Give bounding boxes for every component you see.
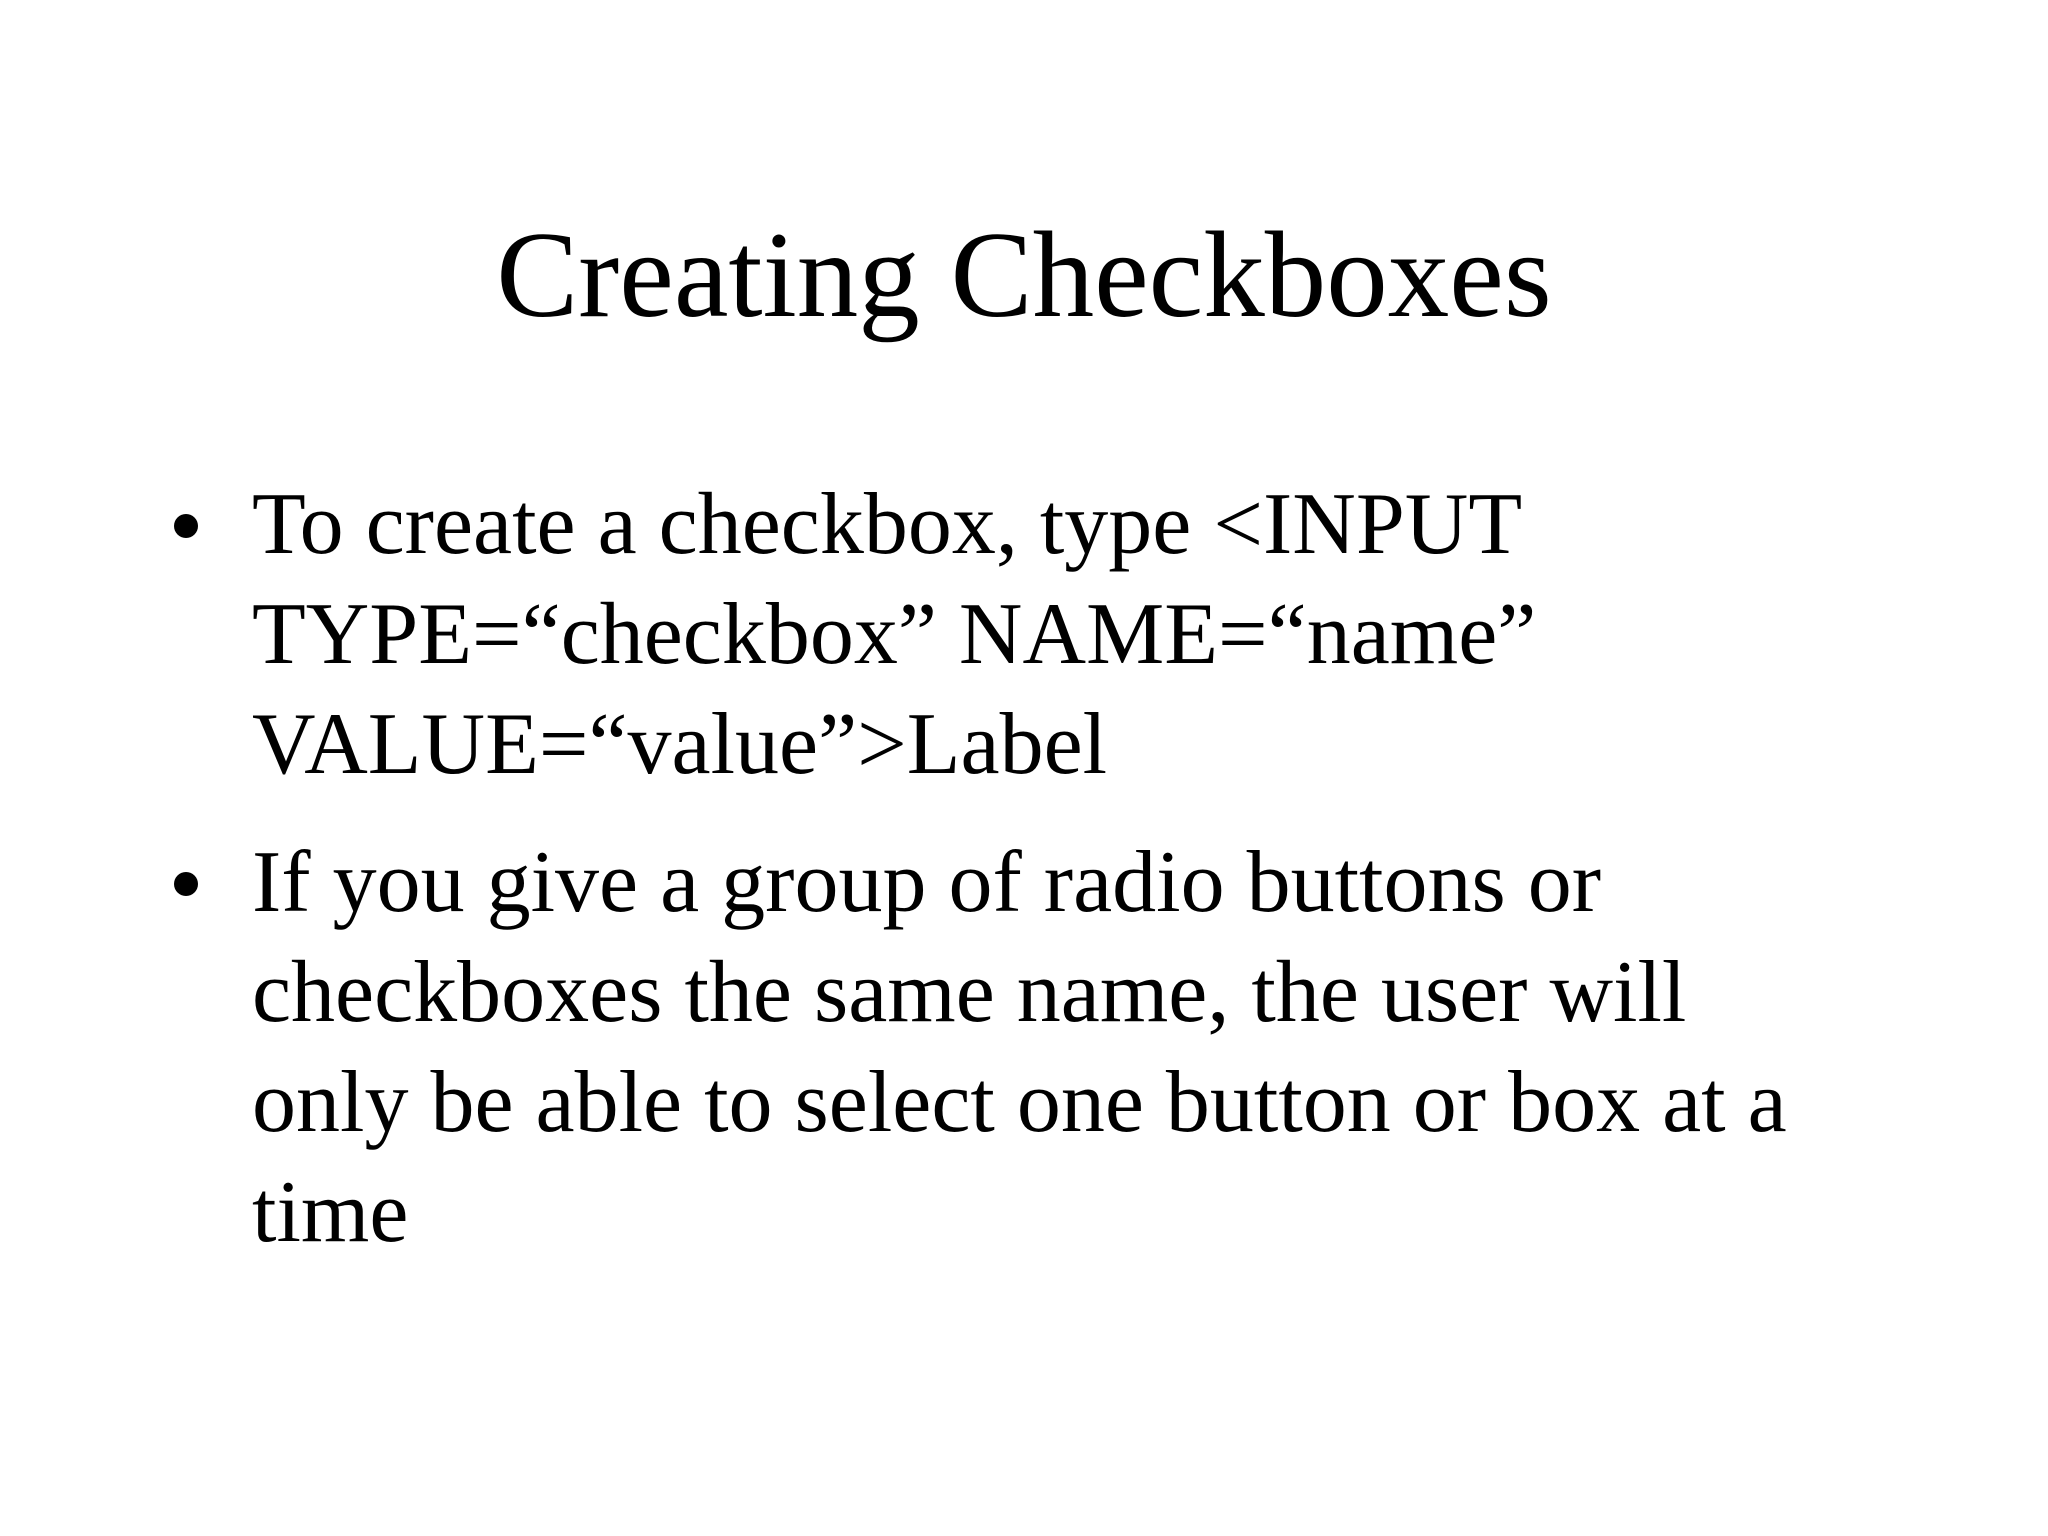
bullet-text-line: If you give a group of radio buttons or <box>252 834 1602 931</box>
bullet-text-line: To create a checkbox, type <INPUT <box>252 476 1523 573</box>
bullet-item <box>160 470 1950 800</box>
bullet-text-line: checkboxes the same name, the user will <box>252 944 1687 1041</box>
slide-title: Creating Checkboxes <box>496 206 1552 343</box>
bullet-text-line: VALUE=“value”>Label <box>252 696 1108 793</box>
bullet-text-line: only be able to select one button or box at a <box>252 1054 1787 1151</box>
bullet-icon <box>174 872 198 896</box>
bullet-text-line: TYPE=“checkbox” NAME=“name” <box>252 586 1537 683</box>
bullet-list <box>160 470 1950 1296</box>
bullet-text-line: time <box>252 1164 409 1261</box>
bullet-item <box>160 828 1950 1268</box>
bullet-icon <box>174 514 198 538</box>
